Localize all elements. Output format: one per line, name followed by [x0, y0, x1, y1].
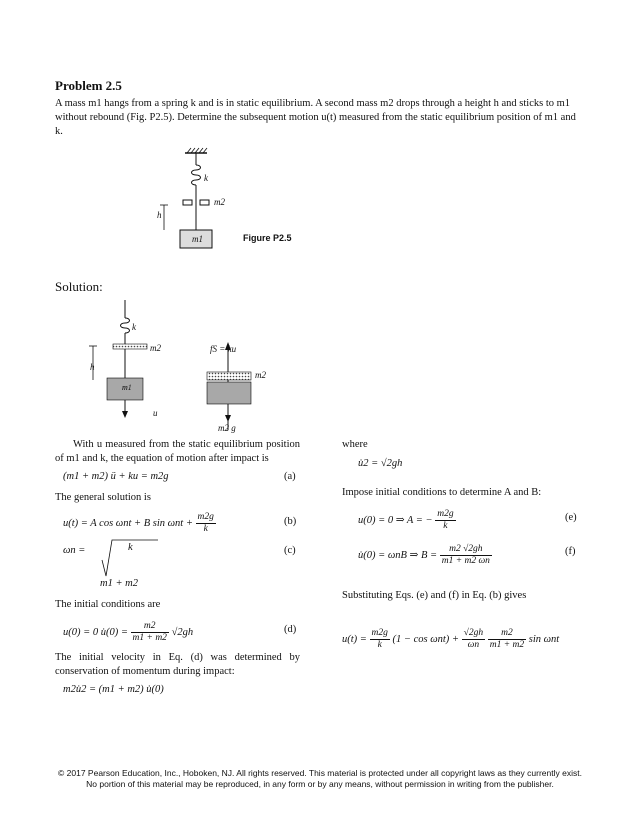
right-p2: Impose initial conditions to determine A and B: [342, 487, 542, 498]
eq-d-frac-d: m1 + m2 [132, 633, 167, 643]
eq-g-mid: (1 − cos ωnt) + [392, 633, 459, 645]
fig-label-m1: m1 [192, 234, 203, 244]
eq-g [342, 628, 559, 651]
sol-label-m2b: m2 [255, 370, 266, 380]
eq-c: ωn = [63, 545, 86, 556]
eq-w: u̇2 = √2gh [358, 458, 403, 469]
eq-f-frac-n: m2 √2gh [440, 544, 492, 556]
eq-c-frac-n: k [128, 542, 133, 553]
eq-a: (m1 + m2) ü + ku = m2g [63, 471, 169, 482]
eq-e-text: u(0) = 0 ⇒ A = − [358, 514, 433, 526]
copyright-footer: © 2017 Pearson Education, Inc., Hoboken, NJ. All rights reserved. This material is protected under all copyright laws as they currently exist. No portion of this material may be reproduced, in any form or by any means, without permission in writing from the publisher. [58, 768, 582, 789]
fig-label-h: h [157, 210, 162, 220]
eq-g-f2-d: ωn [467, 640, 480, 650]
right-p1: where [342, 439, 368, 450]
eq-g-f3-n: m2 [488, 628, 526, 640]
left-p3: The initial conditions are [55, 599, 161, 610]
right-p3: Substituting Eqs. (e) and (f) in Eq. (b) gives [342, 590, 527, 601]
eq-g-f1-n: m2g [371, 628, 388, 638]
eq-f-text: u̇(0) = ωnB ⇒ B = [358, 549, 438, 561]
eq-g-text: u(t) = [342, 633, 367, 645]
left-p2: The general solution is [55, 492, 151, 503]
eq-e-num: (e) [565, 512, 577, 523]
eq-f [358, 544, 492, 567]
sol-label-m2g: m2 g [218, 423, 236, 433]
eq-g-f3-d: m1 + m2 [489, 640, 525, 650]
eq-b-text: u(t) = A cos ωnt + B sin ωnt + [63, 517, 193, 529]
eq-b-num: (b) [284, 516, 297, 527]
solution-figure [85, 300, 285, 435]
problem-title: Problem 2.5 [55, 78, 122, 93]
eq-g-end: sin ωnt [528, 633, 560, 645]
eq-e [358, 509, 456, 532]
eq-m: m2u̇2 = (m1 + m2) u̇(0) [63, 684, 164, 695]
eq-d-num: (d) [284, 624, 297, 635]
eq-f-num: (f) [565, 546, 576, 557]
sol-label-fs: fS = ku [210, 344, 237, 354]
sol-label-u: u [153, 408, 158, 418]
sol-label-m2: m2 [150, 343, 161, 353]
eq-c-frac-d: m1 + m2 [100, 578, 139, 589]
figure-caption: Figure P2.5 [243, 233, 292, 243]
sol-label-m1: m1 [122, 383, 132, 392]
eq-d [63, 621, 193, 644]
eq-b-frac-d: k [203, 524, 208, 534]
eq-d-text: u(0) = 0 u̇(0) = [63, 626, 128, 638]
sol-label-h: h [90, 362, 95, 372]
solution-heading: Solution: [55, 279, 103, 294]
eq-e-frac-d: k [443, 521, 448, 531]
eq-f-frac-d: m1 + m2 ωn [441, 556, 490, 566]
eq-b [63, 512, 216, 535]
problem-statement: A mass m1 hangs from a spring k and is in static equilibrium. A second mass m2 drops through a height h and sticks to m1 without rebound (Fig. P2.5). Determine the subsequent motion u(t) measured from the static equilibrium position of m1 and k. [55, 98, 576, 137]
eq-c-num: (c) [284, 545, 296, 556]
eq-d-root: √2gh [171, 626, 194, 638]
eq-e-frac-n: m2g [437, 509, 454, 519]
left-p4: The initial velocity in Eq. (d) was determined by conservation of momentum during impact: [55, 652, 300, 677]
eq-d-frac-n: m2 [131, 621, 169, 633]
fig-label-m2: m2 [214, 197, 225, 207]
sol-label-k: k [132, 322, 136, 332]
fig-label-k: k [204, 173, 208, 183]
left-p1: With u measured from the static equilibrium position of m1 and k, the equation of motion after impact is [55, 439, 300, 464]
eq-b-frac-n: m2g [197, 512, 214, 522]
eq-a-num: (a) [284, 471, 296, 482]
eq-g-f1-d: k [377, 640, 382, 650]
eq-g-f2-n: √2gh [463, 628, 484, 638]
